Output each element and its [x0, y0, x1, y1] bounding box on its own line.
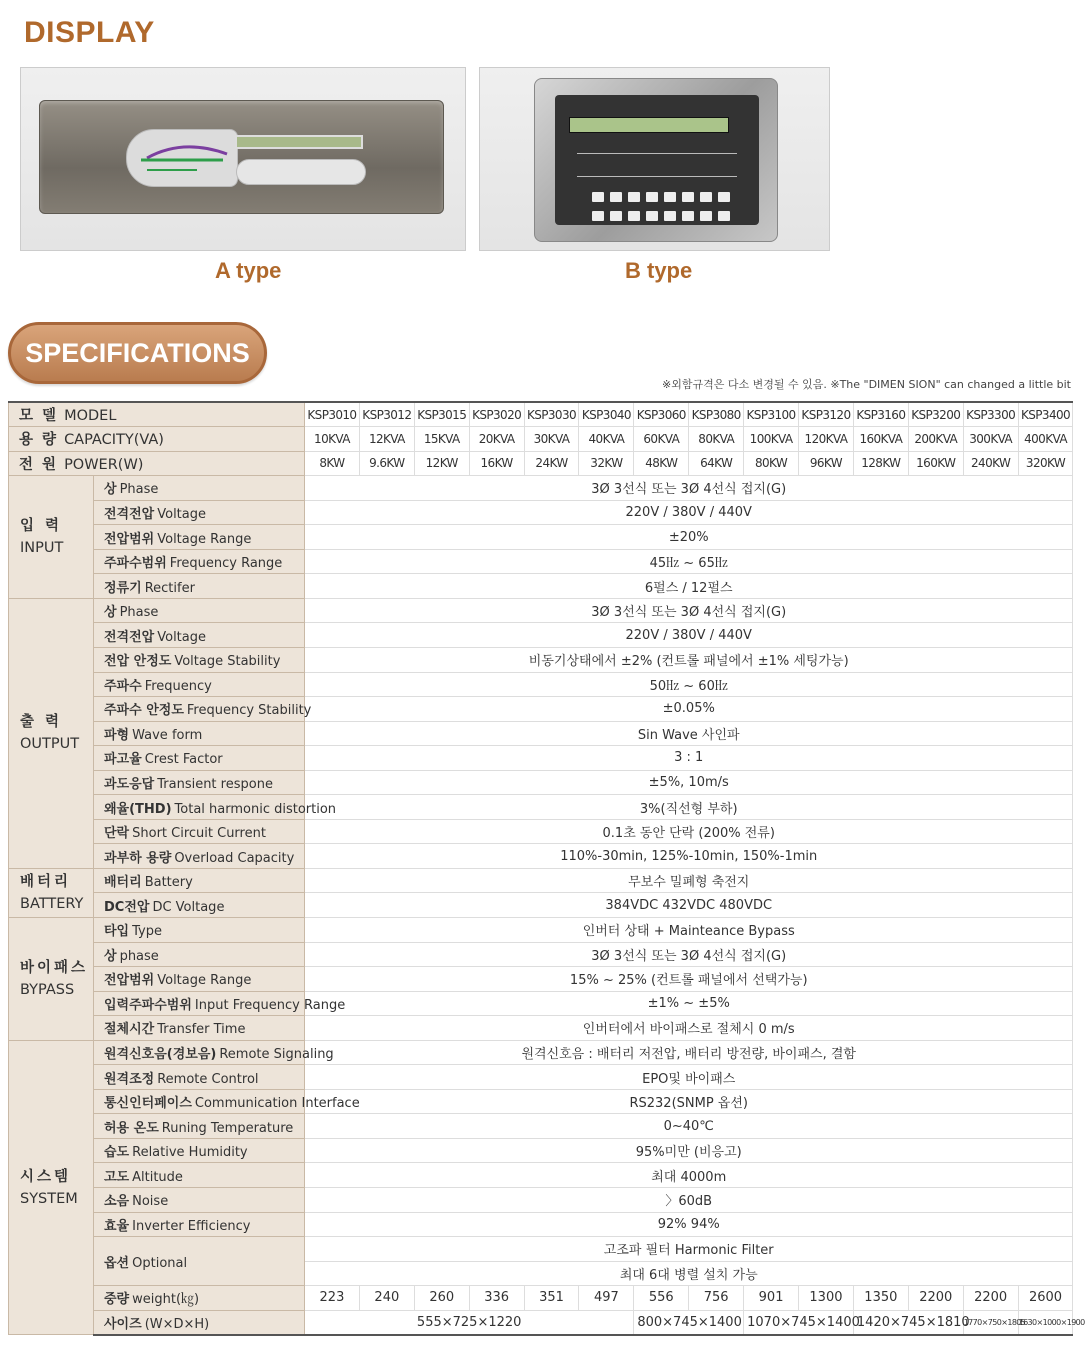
category-en: SYSTEM	[20, 1190, 78, 1207]
item-label-ko: 왜율(THD)	[104, 801, 172, 817]
item-label-ko: 주파수범위	[104, 556, 167, 572]
spec-value: 3 : 1	[305, 746, 1073, 771]
system-category	[9, 1040, 94, 1335]
key-icon	[718, 192, 730, 202]
bypass-row	[9, 942, 1073, 967]
item-label-ko: 효율	[104, 1218, 130, 1234]
b-type-control-panel	[534, 78, 778, 242]
spec-item-label	[94, 549, 305, 574]
item-label-en: Phase	[119, 482, 159, 498]
spec-item-label	[94, 770, 305, 795]
output-row	[9, 598, 1073, 623]
key-icon	[682, 192, 694, 202]
model-cell: KSP3040	[579, 402, 634, 427]
input-row	[9, 574, 1073, 599]
model-cell: KSP3030	[524, 402, 579, 427]
spec-item-label	[94, 868, 305, 893]
category-ko: 배터리	[20, 873, 72, 890]
item-label-en: Altitude	[132, 1169, 183, 1185]
item-label-en: Frequency Stability	[186, 703, 312, 719]
item-label-ko: 전격전압	[104, 629, 155, 645]
weight-cell: 2200	[963, 1286, 1018, 1311]
spec-item-label	[94, 1114, 305, 1139]
item-label-en: Voltage Range	[157, 973, 252, 989]
item-label-ko: 과부하 용량	[104, 850, 172, 866]
output-row	[9, 647, 1073, 672]
item-label-ko: 상	[104, 605, 117, 621]
input-row	[9, 549, 1073, 574]
spec-item-label	[94, 647, 305, 672]
spec-value: 0.1초 동안 단락 (200% 전류)	[305, 819, 1073, 844]
spec-value: 110%-30min, 125%-10min, 150%-1min	[305, 844, 1073, 869]
a-type-lcd-screen	[235, 135, 363, 149]
bypass-row	[9, 917, 1073, 942]
item-label-en: Total harmonic distortion	[174, 801, 337, 817]
key-icon	[718, 211, 730, 221]
output-row	[9, 697, 1073, 722]
item-label-en: Remote Signaling	[219, 1046, 334, 1062]
item-label-ko: 배터리	[104, 875, 142, 891]
spec-value: 원격신호음 : 배터리 저전압, 배터리 방전량, 바이패스, 결함	[305, 1040, 1073, 1065]
key-icon	[610, 211, 622, 221]
item-label-en: Optional	[132, 1255, 188, 1271]
item-label-en: weight(㎏)	[132, 1292, 200, 1308]
key-icon	[610, 192, 622, 202]
spec-item-label	[94, 1016, 305, 1041]
item-label-en: (W×D×H)	[144, 1316, 210, 1332]
item-label-en: Rectifer	[144, 580, 195, 596]
model-cell: KSP3012	[359, 402, 414, 427]
item-label-ko: 절체시간	[104, 1022, 155, 1038]
key-icon	[700, 211, 712, 221]
a-type-control-panel	[39, 100, 444, 214]
item-label-ko: 정류기	[104, 580, 142, 596]
spec-item-label	[94, 623, 305, 648]
spec-value: Sin Wave 사인파	[305, 721, 1073, 746]
item-label-ko: 전압 안정도	[104, 654, 172, 670]
specifications-heading	[8, 322, 267, 384]
key-icon	[592, 192, 604, 202]
system-row	[9, 1212, 1073, 1237]
spec-item-label	[94, 917, 305, 942]
size-cell: 1770×750×1805	[963, 1310, 1018, 1335]
item-label-ko: 단락	[104, 826, 130, 842]
system-row	[9, 1065, 1073, 1090]
power-cell: 240KW	[963, 451, 1018, 476]
spec-value: ±0.05%	[305, 697, 1073, 722]
spec-item-label	[94, 697, 312, 722]
b-type-flow-lines	[577, 153, 737, 177]
battery-row	[9, 893, 1073, 918]
b-type-panel-face	[555, 95, 759, 225]
power-cell: 80KW	[744, 451, 799, 476]
capacity-cell: 100KVA	[744, 427, 799, 452]
weight-cell: 260	[414, 1286, 469, 1311]
item-label-en: DC Voltage	[152, 899, 225, 915]
category-en: INPUT	[20, 540, 64, 556]
item-label-en: Inverter Efficiency	[132, 1218, 251, 1234]
spec-value: 15% ~ 25% (컨트롤 패널에서 선택가능)	[305, 967, 1073, 992]
key-icon	[646, 192, 658, 202]
capacity-cell: 200KVA	[908, 427, 963, 452]
item-label-ko: 전격전압	[104, 506, 155, 522]
spec-value: 〉60dB	[305, 1188, 1073, 1213]
size-row	[9, 1310, 1073, 1335]
battery-category	[9, 868, 94, 917]
category-en: BYPASS	[20, 981, 75, 998]
b-type-label: B type	[625, 258, 693, 283]
item-label-ko: 원격신호음(경보음)	[104, 1046, 217, 1062]
item-label-en: Voltage	[157, 629, 206, 645]
output-row	[9, 672, 1073, 697]
input-row	[9, 476, 1073, 501]
spec-value: 무보수 밀폐형 축전지	[305, 868, 1073, 893]
weight-row	[9, 1286, 1073, 1311]
item-label-ko: 파형	[104, 727, 130, 743]
spec-item-label	[94, 1040, 334, 1065]
spec-item-label	[94, 672, 305, 697]
capacity-cell: 80KVA	[689, 427, 744, 452]
key-icon	[592, 211, 604, 221]
capacity-cell: 15KVA	[414, 427, 469, 452]
system-row	[9, 1040, 1073, 1065]
system-row	[9, 1138, 1073, 1163]
item-label-ko: 상	[104, 948, 117, 964]
spec-item-label	[94, 500, 305, 525]
spec-item-label	[94, 1138, 305, 1163]
spec-value: EPO및 바이패스	[305, 1065, 1073, 1090]
item-label-en: Frequency Range	[169, 556, 283, 572]
spec-value: 6펄스 / 12펄스	[305, 574, 1073, 599]
weight-cell: 556	[634, 1286, 689, 1311]
category-ko: 입 력	[20, 518, 63, 534]
capacity-cell: 12KVA	[359, 427, 414, 452]
power-cell: 320KW	[1018, 451, 1073, 476]
capacity-cell: 300KVA	[963, 427, 1018, 452]
power-cell: 64KW	[689, 451, 744, 476]
spec-value: 비동기상태에서 ±2% (컨트롤 패널에서 ±1% 세팅가능)	[305, 647, 1073, 672]
spec-value: 3Ø 3선식 또는 3Ø 4선식 접지(G)	[305, 476, 1073, 501]
option-row	[9, 1237, 1073, 1262]
spec-item-label	[94, 819, 305, 844]
model-header: 모 델 MODEL	[9, 402, 305, 427]
model-cell: KSP3200	[908, 402, 963, 427]
item-label-en: Voltage Stability	[174, 654, 281, 670]
weight-cell: 756	[689, 1286, 744, 1311]
item-label-en: phase	[119, 948, 159, 964]
input-row	[9, 525, 1073, 550]
model-cell: KSP3080	[689, 402, 744, 427]
output-row	[9, 623, 1073, 648]
spec-item-label	[94, 1237, 305, 1286]
capacity-cell: 40KVA	[579, 427, 634, 452]
spec-item-label	[94, 1065, 305, 1090]
spec-value: RS232(SNMP 옵션)	[305, 1089, 1073, 1114]
input-row	[9, 500, 1073, 525]
item-label-ko: 과도응답	[104, 776, 155, 792]
weight-cell: 2600	[1018, 1286, 1073, 1311]
system-row	[9, 1188, 1073, 1213]
spec-item-label	[94, 721, 305, 746]
item-label-en: Wave form	[132, 727, 203, 743]
spec-value: 50㎐ ~ 60㎐	[305, 672, 1073, 697]
capacity-cell: 160KVA	[853, 427, 908, 452]
spec-item-label	[94, 746, 305, 771]
key-icon	[628, 211, 640, 221]
spec-item-label	[94, 991, 346, 1016]
output-row	[9, 819, 1073, 844]
spec-value: 인버터 상태 + Mainteance Bypass	[305, 917, 1073, 942]
capacity-cell: 400KVA	[1018, 427, 1073, 452]
key-icon	[628, 192, 640, 202]
power-cell: 24KW	[524, 451, 579, 476]
item-label-ko: 주파수 안정도	[104, 703, 184, 719]
category-ko: 출 력	[20, 714, 63, 731]
weight-cell: 223	[305, 1286, 360, 1311]
battery-row	[9, 868, 1073, 893]
item-label-ko: 파고율	[104, 752, 142, 768]
option-value: 최대 6대 병렬 설치 가능	[305, 1261, 1073, 1286]
spec-value: 3Ø 3선식 또는 3Ø 4선식 접지(G)	[305, 598, 1073, 623]
item-label-ko: 허용 온도	[104, 1120, 159, 1136]
weight-cell: 901	[744, 1286, 799, 1311]
input-category	[9, 476, 94, 599]
bypass-row	[9, 1016, 1073, 1041]
category-en: BATTERY	[20, 895, 84, 912]
model-cell: KSP3300	[963, 402, 1018, 427]
category-ko: 시스템	[20, 1168, 72, 1185]
power-cell: 9.6KW	[359, 451, 414, 476]
key-icon	[664, 211, 676, 221]
capacity-cell: 60KVA	[634, 427, 689, 452]
power-cell: 32KW	[579, 451, 634, 476]
spec-value: ±1% ~ ±5%	[305, 991, 1073, 1016]
capacity-header: 용 량 CAPACITY(VA)	[9, 427, 305, 452]
output-row	[9, 795, 1073, 820]
weight-cell: 497	[579, 1286, 634, 1311]
item-label-ko: 타입	[104, 924, 130, 940]
a-type-keypad	[236, 159, 366, 185]
weight-cell: 240	[359, 1286, 414, 1311]
bypass-row	[9, 991, 1073, 1016]
item-label-en: Noise	[132, 1194, 169, 1210]
spec-value: 95%미만 (비응고)	[305, 1138, 1073, 1163]
model-cell: KSP3060	[634, 402, 689, 427]
power-cell: 16KW	[469, 451, 524, 476]
item-label-en: Relative Humidity	[132, 1145, 248, 1161]
item-label-ko: 사이즈	[104, 1316, 142, 1332]
power-row	[9, 451, 1073, 476]
power-cell: 48KW	[634, 451, 689, 476]
spec-item-label	[94, 598, 305, 623]
dimension-note: ※외함규격은 다소 변경될 수 있음. ※The "DIMEN SION" can changed a little bit	[662, 378, 1071, 391]
weight-cell: 2200	[908, 1286, 963, 1311]
capacity-cell: 120KVA	[799, 427, 854, 452]
power-cell: 128KW	[853, 451, 908, 476]
b-type-panel-photo	[479, 67, 830, 251]
item-label-ko: 옵션	[104, 1255, 130, 1271]
spec-value: 220V / 380V / 440V	[305, 500, 1073, 525]
item-label-ko: 상	[104, 482, 117, 498]
item-label-ko: DC전압	[104, 899, 150, 915]
item-label-en: Transfer Time	[157, 1022, 246, 1038]
bypass-category	[9, 917, 94, 1040]
item-label-en: Transient respone	[157, 776, 273, 792]
size-cell: 1070×745×1400	[744, 1310, 854, 1335]
a-type-panel-photo	[20, 67, 466, 251]
item-label-ko: 전압범위	[104, 531, 155, 547]
a-type-label: A type	[215, 258, 282, 283]
output-row	[9, 770, 1073, 795]
model-cell: KSP3020	[469, 402, 524, 427]
spec-item-label	[94, 1188, 305, 1213]
item-label-ko: 중량	[104, 1292, 130, 1308]
model-cell: KSP3160	[853, 402, 908, 427]
key-icon	[700, 192, 712, 202]
item-label-ko: 습도	[104, 1145, 130, 1161]
display-heading: DISPLAY	[24, 16, 155, 49]
power-cell: 8KW	[305, 451, 360, 476]
a-type-flow-diagram	[126, 129, 238, 187]
item-label-en: Type	[132, 924, 162, 940]
model-cell: KSP3100	[744, 402, 799, 427]
capacity-cell: 30KVA	[524, 427, 579, 452]
spec-item-label	[94, 1310, 305, 1335]
size-cell: 800×745×1400	[634, 1310, 744, 1335]
item-label-en: Short Circuit Current	[132, 826, 266, 842]
item-label-en: Voltage Range	[157, 531, 252, 547]
item-label-ko: 통신인터페이스	[104, 1096, 192, 1112]
item-label-en: Voltage	[157, 506, 206, 522]
spec-item-label	[94, 893, 305, 918]
spec-item-label	[94, 476, 305, 501]
spec-item-label	[94, 942, 305, 967]
b-type-lcd-screen	[569, 117, 729, 133]
output-row	[9, 746, 1073, 771]
key-icon	[646, 211, 658, 221]
spec-value: 220V / 380V / 440V	[305, 623, 1073, 648]
weight-cell: 1350	[853, 1286, 908, 1311]
size-cell: 1420×745×1810	[853, 1310, 963, 1335]
item-label-ko: 전압범위	[104, 973, 155, 989]
category-en: OUTPUT	[20, 736, 80, 753]
output-row	[9, 844, 1073, 869]
spec-table	[8, 401, 1085, 1336]
spec-item-label	[94, 525, 305, 550]
model-cell: KSP3120	[799, 402, 854, 427]
item-label-en: Phase	[119, 605, 159, 621]
item-label-ko: 고도	[104, 1169, 130, 1185]
model-row	[9, 402, 1073, 427]
output-row	[9, 721, 1073, 746]
option-value: 고조파 필터 Harmonic Filter	[305, 1237, 1073, 1262]
power-cell: 96KW	[799, 451, 854, 476]
spec-value: 45㎐ ~ 65㎐	[305, 549, 1073, 574]
item-label-en: Crest Factor	[144, 752, 223, 768]
spec-item-label	[94, 1212, 305, 1237]
specifications-title: SPECIFICATIONS	[25, 337, 250, 368]
flow-diagram-icon	[127, 130, 239, 188]
spec-item-label	[94, 1163, 305, 1188]
model-cell: KSP3015	[414, 402, 469, 427]
system-row	[9, 1163, 1073, 1188]
spec-value: ±5%, 10m/s	[305, 770, 1073, 795]
power-cell: 12KW	[414, 451, 469, 476]
item-label-ko: 소음	[104, 1194, 130, 1210]
category-ko: 바이패스	[20, 959, 89, 976]
b-type-keypad	[589, 189, 739, 227]
capacity-cell: 20KVA	[469, 427, 524, 452]
item-label-en: Input Frequency Range	[194, 997, 346, 1013]
capacity-cell: 10KVA	[305, 427, 360, 452]
key-icon	[664, 192, 676, 202]
item-label-en: Frequency	[144, 678, 212, 694]
spec-value: 최대 4000m	[305, 1163, 1073, 1188]
item-label-en: Battery	[144, 875, 193, 891]
spec-value: 3Ø 3선식 또는 3Ø 4선식 접지(G)	[305, 942, 1073, 967]
weight-cell: 336	[469, 1286, 524, 1311]
spec-item-label	[94, 967, 305, 992]
spec-item-label	[94, 1286, 305, 1311]
spec-value: 384VDC 432VDC 480VDC	[305, 893, 1073, 918]
item-label-ko: 입력주파수범위	[104, 997, 192, 1013]
spec-value: ±20%	[305, 525, 1073, 550]
system-row	[9, 1114, 1073, 1139]
spec-value: 3%(직선형 부하)	[305, 795, 1073, 820]
power-header: 전 원 POWER(W)	[9, 451, 305, 476]
spec-item-label	[94, 1089, 360, 1114]
bypass-row	[9, 967, 1073, 992]
power-cell: 160KW	[908, 451, 963, 476]
spec-item-label	[94, 844, 305, 869]
model-cell: KSP3010	[305, 402, 360, 427]
size-cell: 555×725×1220	[305, 1310, 634, 1335]
output-category	[9, 598, 94, 868]
item-label-en: Communication Interface	[194, 1096, 360, 1112]
size-cell: 1630×1000×1900	[1018, 1310, 1073, 1335]
system-row	[9, 1089, 1073, 1114]
spec-value: 92% 94%	[305, 1212, 1073, 1237]
key-icon	[682, 211, 694, 221]
item-label-en: Overload Capacity	[174, 850, 295, 866]
spec-value: 인버터에서 바이패스로 절체시 0 m/s	[305, 1016, 1073, 1041]
model-cell: KSP3400	[1018, 402, 1073, 427]
item-label-en: Remote Control	[157, 1071, 259, 1087]
weight-cell: 351	[524, 1286, 579, 1311]
spec-value: 0~40℃	[305, 1114, 1073, 1139]
weight-cell: 1300	[799, 1286, 854, 1311]
item-label-ko: 주파수	[104, 678, 142, 694]
capacity-row	[9, 427, 1073, 452]
spec-item-label	[94, 574, 305, 599]
spec-item-label	[94, 795, 337, 820]
item-label-en: Runing Temperature	[161, 1120, 294, 1136]
item-label-ko: 원격조정	[104, 1071, 155, 1087]
